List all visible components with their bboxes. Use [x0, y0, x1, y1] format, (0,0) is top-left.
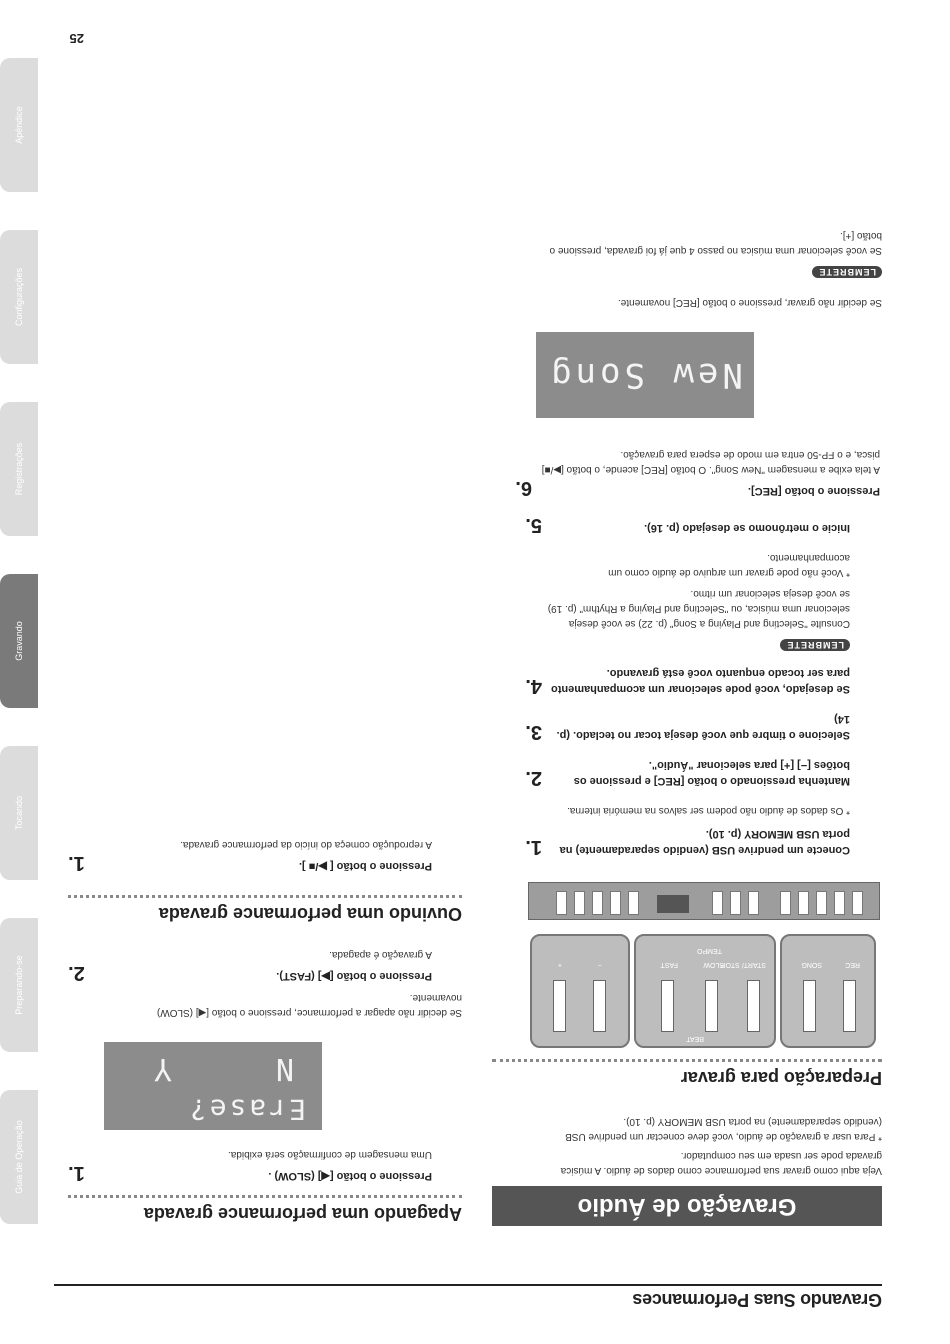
start-stop-button[interactable] — [747, 980, 760, 1032]
control-panel-strip — [528, 882, 880, 920]
transport-callout: START/ STOP SLOW FAST TEMPO BEAT — [634, 934, 776, 1048]
cancel-recording-text: Se decidir não gravar, pressione o botão [REC] novamente. — [617, 297, 882, 308]
page-number: 25 — [69, 31, 84, 46]
listen-step-1: Pressione o botão [ ▶/■ ]. A reprodução começa do início da performance gravada. 1. — [68, 839, 432, 874]
header-rule — [54, 1284, 882, 1286]
minus-button[interactable] — [593, 980, 606, 1032]
prep-heading: Preparação para gravar — [680, 1068, 882, 1088]
memo-2: LEMBRETE Se você selecionar uma música no passo 4 que já foi gravada, pressione o botão [+]. — [549, 230, 882, 277]
plus-button[interactable] — [553, 980, 566, 1032]
tab-configuracoes[interactable]: Configurações — [0, 230, 38, 364]
lcd-erase: Erase? N Y — [104, 1042, 322, 1130]
slow-button[interactable] — [705, 980, 718, 1032]
listen-heading: Ouvindo uma performance gravada — [158, 904, 462, 924]
section-banner: Gravação de Áudio — [492, 1186, 882, 1226]
value-callout: − + — [530, 934, 630, 1048]
tab-tocando[interactable]: Tocando — [0, 746, 38, 880]
step-3: Selecione o timbre que você deseja tocar no teclado. (p. 14) 3. — [525, 713, 850, 743]
lcd-y: Y — [153, 1051, 172, 1086]
erase-divider — [68, 1195, 462, 1198]
fast-button[interactable] — [661, 980, 674, 1032]
lcd-n: N — [275, 1051, 294, 1086]
step-6: Pressione o botão [REC]. A tela exibe a mensagem "New Song". O botão [REC] acende, o botão [▶/■] pisca, e o FP-50 entra em modo de espera para gravação. 6. — [515, 449, 880, 499]
lcd-new-song: New Song — [536, 332, 754, 418]
tab-preparando[interactable]: Preparando-se — [0, 918, 38, 1052]
intro-note: * Para usar a gravação de áudio, você deve conectar um pendrive USB (vendido separadamente) na porta USB MEMORY (p. 10). — [565, 1116, 882, 1142]
step-1: Conecte um pendrive USB (vendido separadamente) na porta USB MEMORY (p. 10). * Os dados de áudio não podem ser salvos na memória interna. 1. — [525, 805, 850, 858]
erase-heading: Apagando uma performance gravada — [143, 1204, 462, 1224]
erase-step-1: Pressione o botão [◀] (SLOW) . Uma mensagem de confirmação será exibida. 1. — [68, 1149, 432, 1184]
rec-button[interactable] — [843, 980, 856, 1032]
listen-divider — [68, 895, 462, 898]
tab-registracoes[interactable]: Registrações — [0, 402, 38, 536]
erase-cancel-text: Se decidir não apagar a performance, pressione o botão [◀] (SLOW) novamente. — [156, 992, 462, 1018]
step-4: Se desejado, você pode selecionar um acompanhamento para ser tocado enquanto você está gravando. 4. — [525, 667, 850, 697]
rec-song-callout: REC SONG — [780, 934, 876, 1048]
intro-text: Veja aqui como gravar sua performance como dados de áudio. A música gravada pode ser usada em seu computador. — [560, 1150, 882, 1176]
memo-1: LEMBRETE Consulte "Selecting and Playing a Song" (p. 22) se você deseja selecionar uma música, ou "Selecting and Playing a Rhythm" (p. 19) se você deseja selecionar um ritmo. * Você não pode gravar um arquivo de áudio como um acompanhamento. — [547, 552, 850, 650]
erase-step-2: Pressione o botão [▶] (FAST). A gravação é apagada. 2. — [68, 949, 432, 984]
tab-guia[interactable]: Guia de Operação — [0, 1090, 38, 1224]
header-title: Gravando Suas Performances — [632, 1290, 882, 1310]
step-5: Inicie o metrônomo se desejado (p. 16). 5. — [525, 514, 850, 536]
tab-apendice[interactable]: Apêndice — [0, 58, 38, 192]
prep-divider — [492, 1059, 882, 1062]
tab-gravando[interactable]: Gravando — [0, 574, 38, 708]
panel-illustration — [530, 868, 880, 1048]
song-button[interactable] — [803, 980, 816, 1032]
recording-steps — [490, 447, 880, 858]
step-2: Mantenha pressionado o botão [REC] e pressione os botões [−] [+] para selecionar "Áudio". 2. — [525, 759, 850, 789]
